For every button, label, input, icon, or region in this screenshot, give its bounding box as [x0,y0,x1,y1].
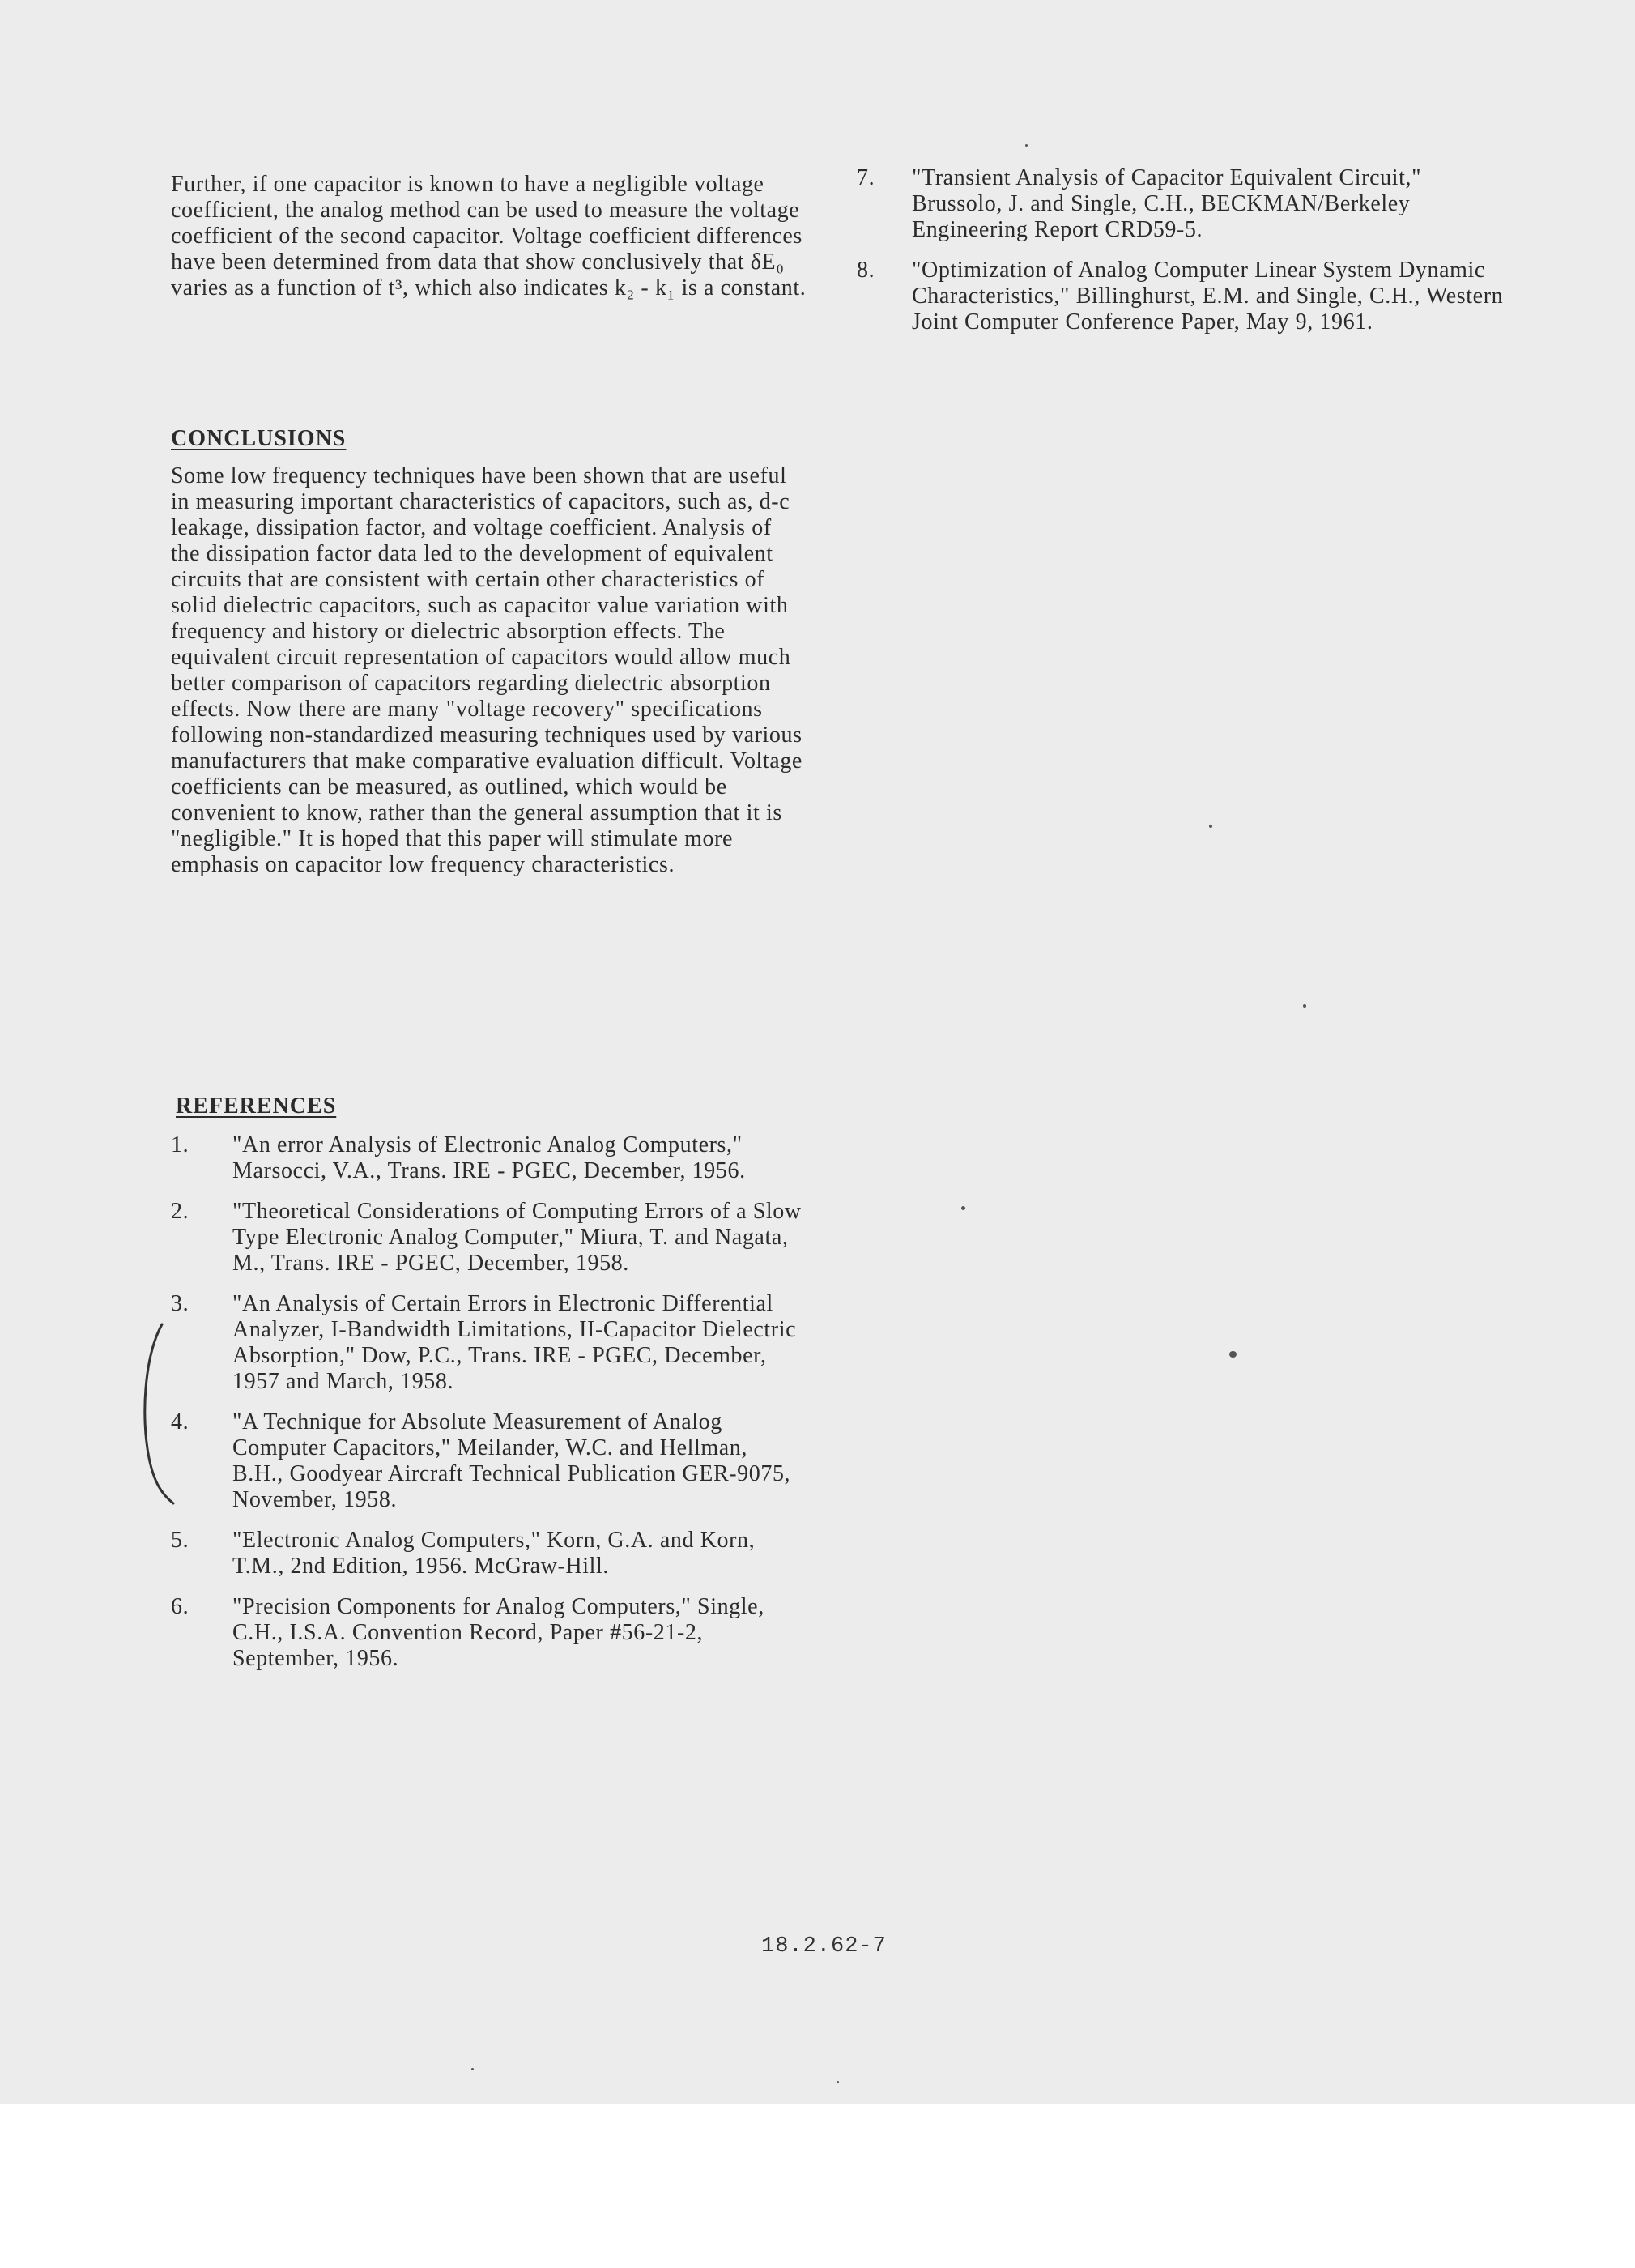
reference-list-left [171,1132,803,1686]
reference-text: "Precision Components for Analog Computers," Single, C.H., I.S.A. Convention Record, Paper #56-21-2, September, 1956. [232,1594,764,1671]
handwritten-bracket-mark [138,1320,186,1507]
reference-text: "Optimization of Analog Computer Linear System Dynamic Characteristics," Billinghurst, E.M. and Single, C.H., Western Joint Computer Conference Paper, May 9, 1961. [912,258,1504,335]
reference-item [171,1528,803,1580]
reference-list-right [857,165,1505,350]
reference-text: "Transient Analysis of Capacitor Equivalent Circuit," Brussolo, J. and Single, C.H., BECKMAN/Berkeley Engineering Report CRD59-5. [912,165,1422,242]
reference-text: "An Analysis of Certain Errors in Electronic Differential Analyzer, I-Bandwidth Limitations, II-Capacitor Dielectric Absorption," Dow, P.C., Trans. IRE - PGEC, December, 1957 and March, 1958. [232,1291,797,1394]
reference-number: 5. [171,1528,189,1553]
intro-paragraph: Further, if one capacitor is known to have a negligible voltage coefficient, the analog method can be used to measure the voltage coefficient of the second capacitor. Voltage coefficient differences have been determined from data that show conclusively that δE₀ varies as a function of t³, which also indicates k₂ - k₁ is a constant. [171,172,807,301]
reference-number: 7. [857,165,875,190]
reference-item [171,1132,803,1184]
reference-item [171,1409,803,1513]
reference-number: 1. [171,1132,189,1157]
conclusions-heading: CONCLUSIONS [171,426,347,451]
reference-number: 8. [857,258,875,283]
scan-speck [1209,825,1212,828]
reference-number: 6. [171,1594,189,1619]
scan-speck [471,2068,474,2070]
reference-item [171,1594,803,1672]
reference-number: 3. [171,1291,189,1316]
reference-item [171,1291,803,1395]
scan-speck [1303,1004,1306,1008]
scan-speck [961,1206,965,1210]
scan-bottom-margin [0,2104,1635,2268]
scan-speck [1229,1351,1237,1358]
reference-number: 2. [171,1199,189,1224]
scan-speck [1025,144,1028,147]
reference-item [171,1199,803,1277]
reference-number: 4. [171,1409,189,1435]
reference-text: "An error Analysis of Electronic Analog Computers," Marsocci, V.A., Trans. IRE - PGEC, December, 1956. [232,1132,746,1183]
left-column [171,172,807,1671]
conclusions-body: Some low frequency techniques have been shown that are useful in measuring important characteristics of capacitors, such as, d-c leakage, dissipation factor, and voltage coefficient. Analysis of the dissipation factor data led to the development of equivalent circuits that are consistent with certain other characteristics of solid dielectric capacitors, such as capacitor value variation with frequency and history or dielectric absorption effects. The equivalent circuit representation of capacitors would allow much better comparison of capacitors regarding dielectric absorption effects. Now there are many "voltage recovery" specifications following non-standardized measuring techniques used by various manufacturers that make comparative evaluation difficult. Voltage coefficients can be measured, as outlined, which would be convenient to know, rather than the general assumption that it is "negligible." It is hoped that this paper will stimulate more emphasis on capacitor low frequency characteristics. [171,463,803,877]
scan-speck [837,2081,839,2083]
reference-text: "A Technique for Absolute Measurement of Analog Computer Capacitors," Meilander, W.C. and Hellman, B.H., Goodyear Aircraft Technical Publication GER-9075, November, 1958. [232,1409,791,1512]
reference-item [857,165,1505,243]
reference-text: "Electronic Analog Computers," Korn, G.A. and Korn, T.M., 2nd Edition, 1956. McGraw-Hill. [232,1528,756,1579]
page-code: 18.2.62-7 [761,1934,887,1959]
references-heading: REFERENCES [176,1094,337,1119]
reference-text: "Theoretical Considerations of Computing Errors of a Slow Type Electronic Analog Computer," Miura, T. and Nagata, M., Trans. IRE - PGEC, December, 1958. [232,1199,802,1276]
reference-item [857,258,1505,335]
